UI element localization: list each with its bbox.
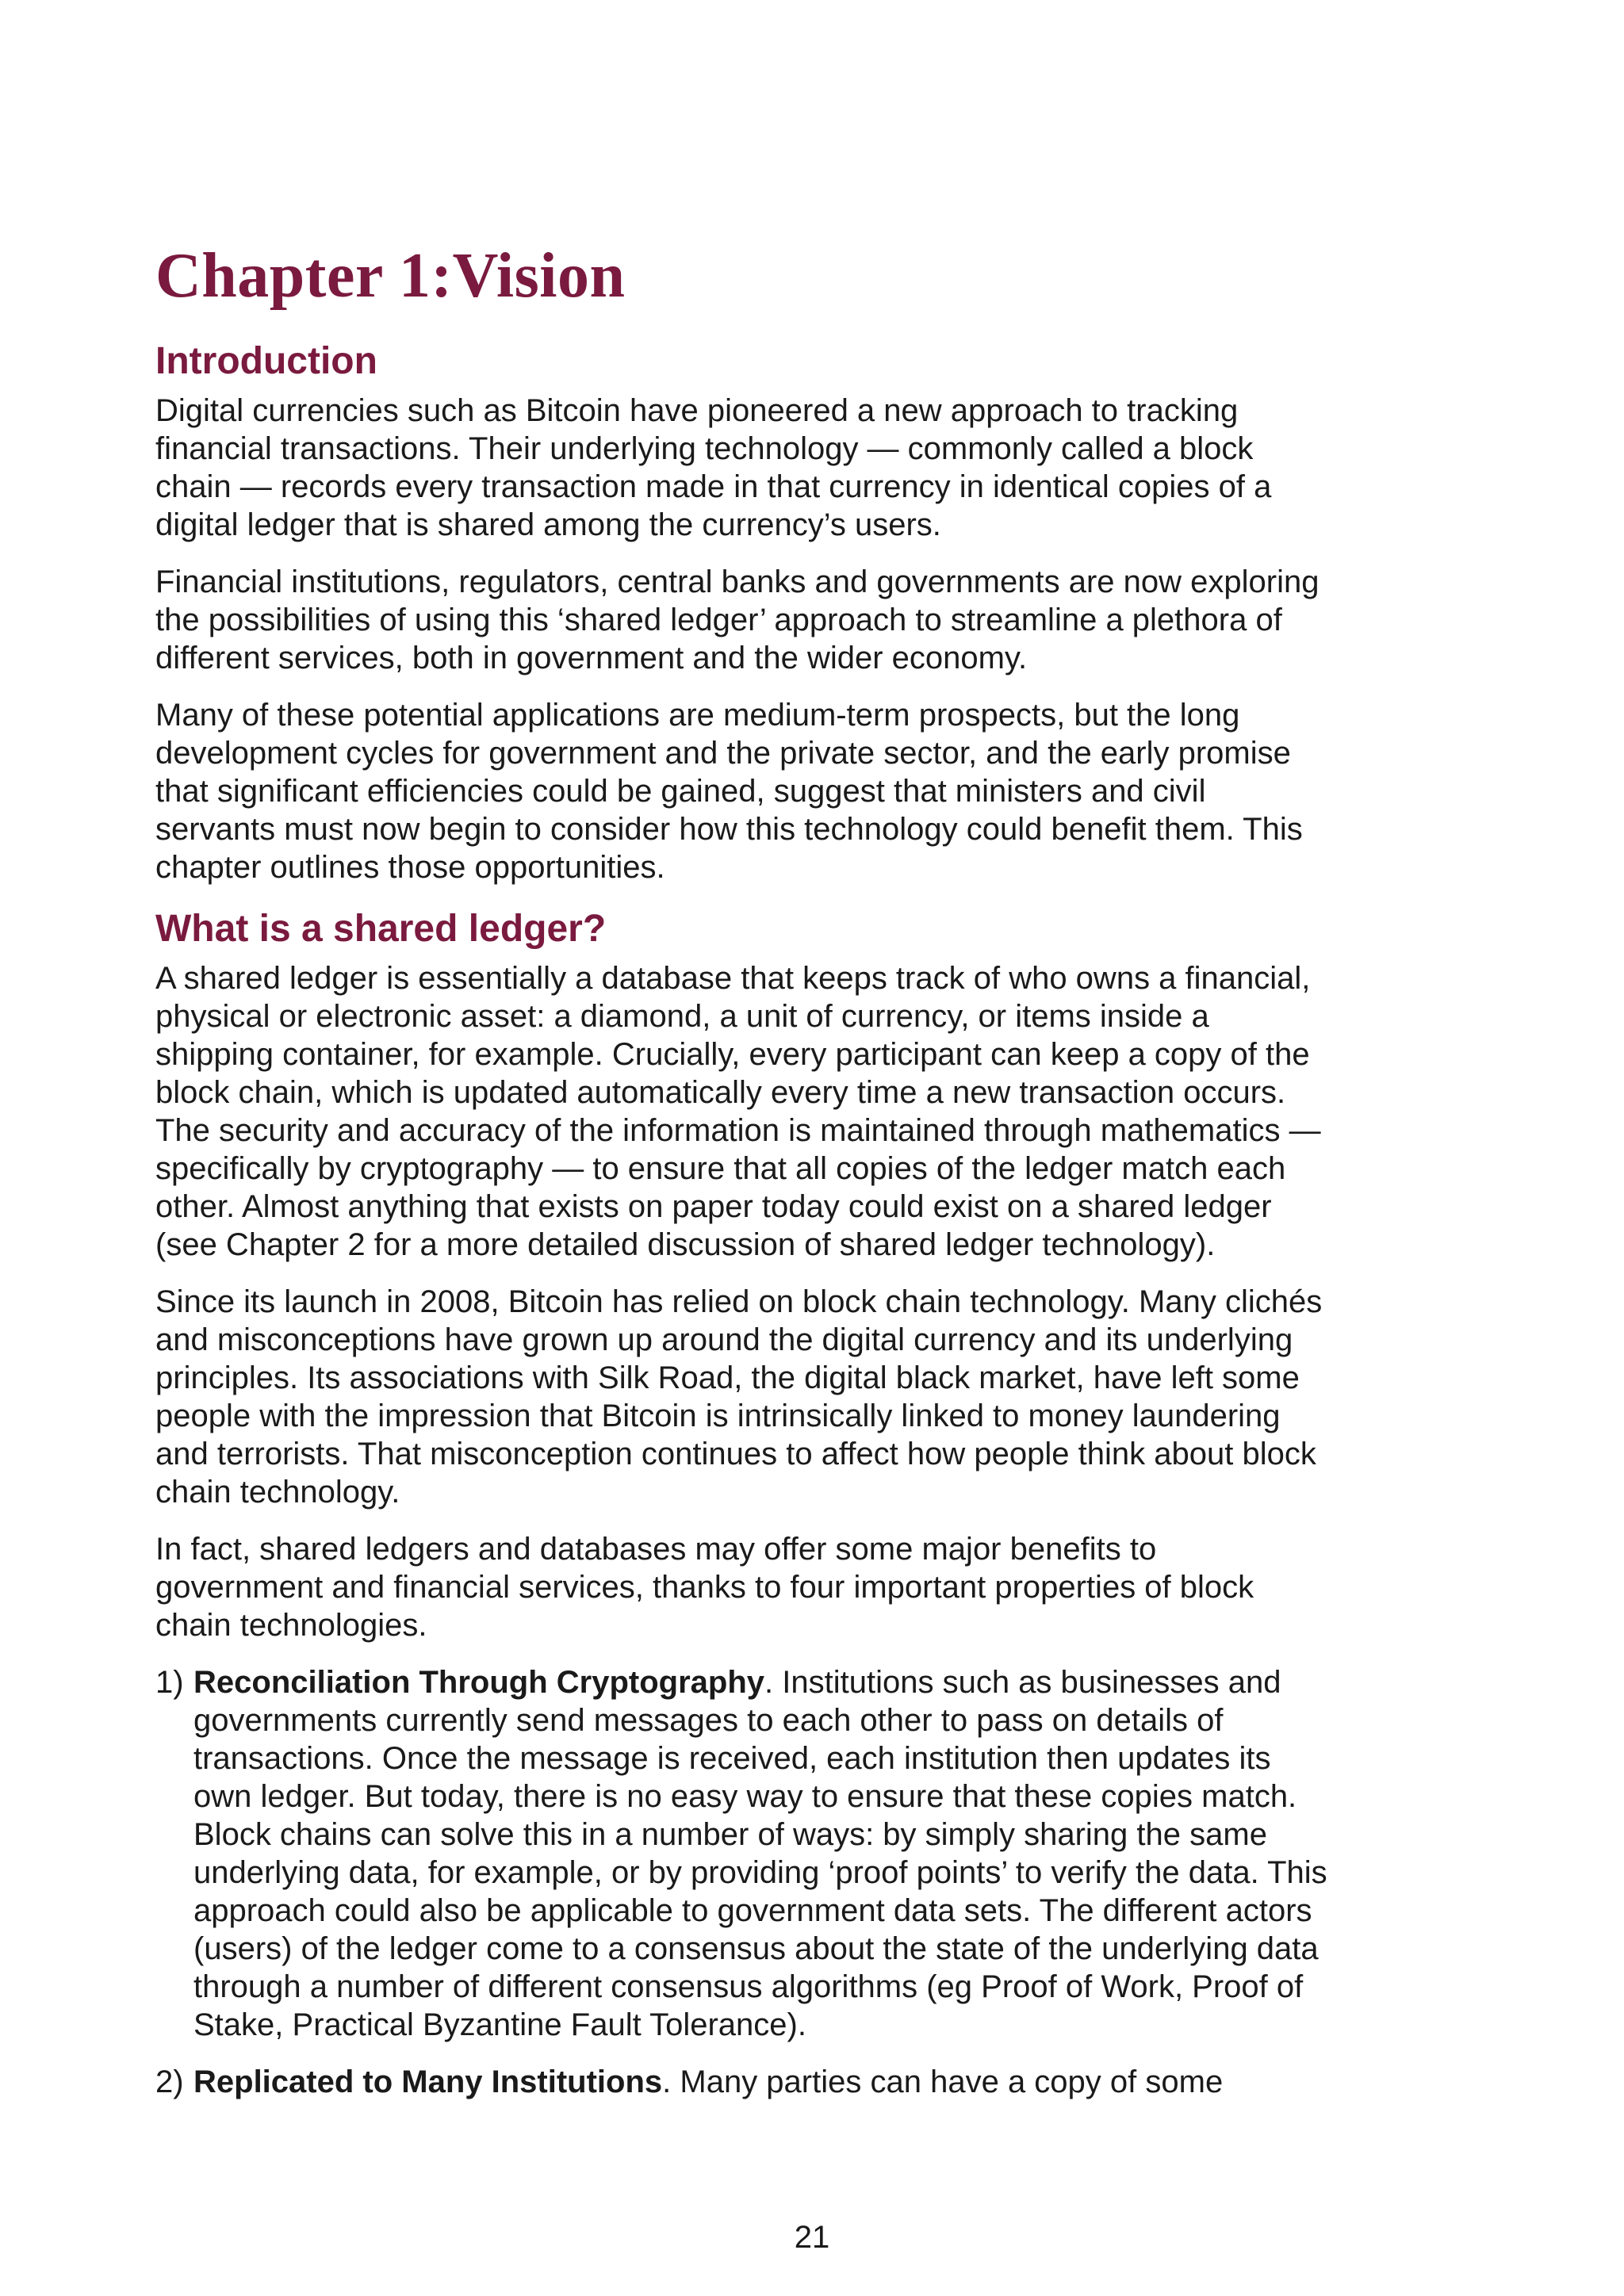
paragraph: Financial institutions, regulators, central banks and governments are now exploring the possibilities of using this ‘shared ledger’ approach to streamline a plethora of different services, both in government and the wider economy. [155,564,1320,675]
page-number: 21 [794,2220,830,2255]
list-item [155,1663,1329,2044]
list-item-number: 2) [155,2064,184,2099]
paragraph: A shared ledger is essentially a database that keeps track of who owns a financial, physical or electronic asset: a diamond, a unit of currency, or items inside a shipping container, for example. Crucially, every participant can keep a copy of the block chain, which is updated automatically every time a new transaction occurs. The security and accuracy of the information is maintained through mathematics — specifically by cryptography — to ensure that all copies of the ledger match each other. Almost anything that exists on paper today could exist on a shared ledger (see Chapter 2 for a more detailed discussion of shared ledger technology). [155,961,1321,1262]
section-heading-introduction: Introduction [155,340,377,382]
list-item-title: Replicated to Many Institutions [193,2064,663,2099]
section-heading-shared-ledger: What is a shared ledger? [155,908,607,950]
list-item-text: . Institutions such as businesses and governments currently send messages to each other to pass on details of transactions. Once the message is received, each institution then updates its own ledger. But today, there is no easy way to ensure that these copies match. Block chains can solve this in a number of ways: by simply sharing the same underlying data, for example, or by providing ‘proof points’ to verify the data. This approach could also be applicable to government data sets. The different actors (users) of the ledger come to a consensus about the state of the underlying data through a number of different consensus algorithms (eg Proof of Work, Proof of Stake, Practical Byzantine Fault Tolerance). [193,1665,1327,2042]
paragraph: In fact, shared ledgers and databases may offer some major benefits to government and financial services, thanks to four important properties of block chain technologies. [155,1532,1254,1643]
chapter-title: Chapter 1:Vision [155,241,626,311]
list-item-title: Reconciliation Through Cryptography [193,1665,765,1700]
paragraph: Digital currencies such as Bitcoin have pioneered a new approach to tracking financial transactions. Their underlying technology — commonly called a block chain — records every transaction made in that currency in identical copies of a digital ledger that is shared among the currency’s users. [155,393,1272,542]
paragraph: Since its launch in 2008, Bitcoin has relied on block chain technology. Many clichés and misconceptions have grown up around the digital currency and its underlying principles. Its associations with Silk Road, the digital black market, have left some people with the impression that Bitcoin is intrinsically linked to money laundering and terrorists. That misconception continues to affect how people think about block chain technology. [155,1284,1323,1510]
list-item [155,2063,1329,2101]
list-item-text: . Many parties can have a copy of some [662,2064,1224,2099]
properties-list [155,1663,1329,2101]
list-item-number: 1) [155,1665,184,1700]
document-page [155,238,1329,2120]
paragraph: Many of these potential applications are medium-term prospects, but the long development cycles for government and the private sector, and the early promise that significant efficiencies could be gained, suggest that ministers and civil servants must now begin to consider how this technology could benefit them. This chapter outlines those opportunities. [155,698,1303,885]
